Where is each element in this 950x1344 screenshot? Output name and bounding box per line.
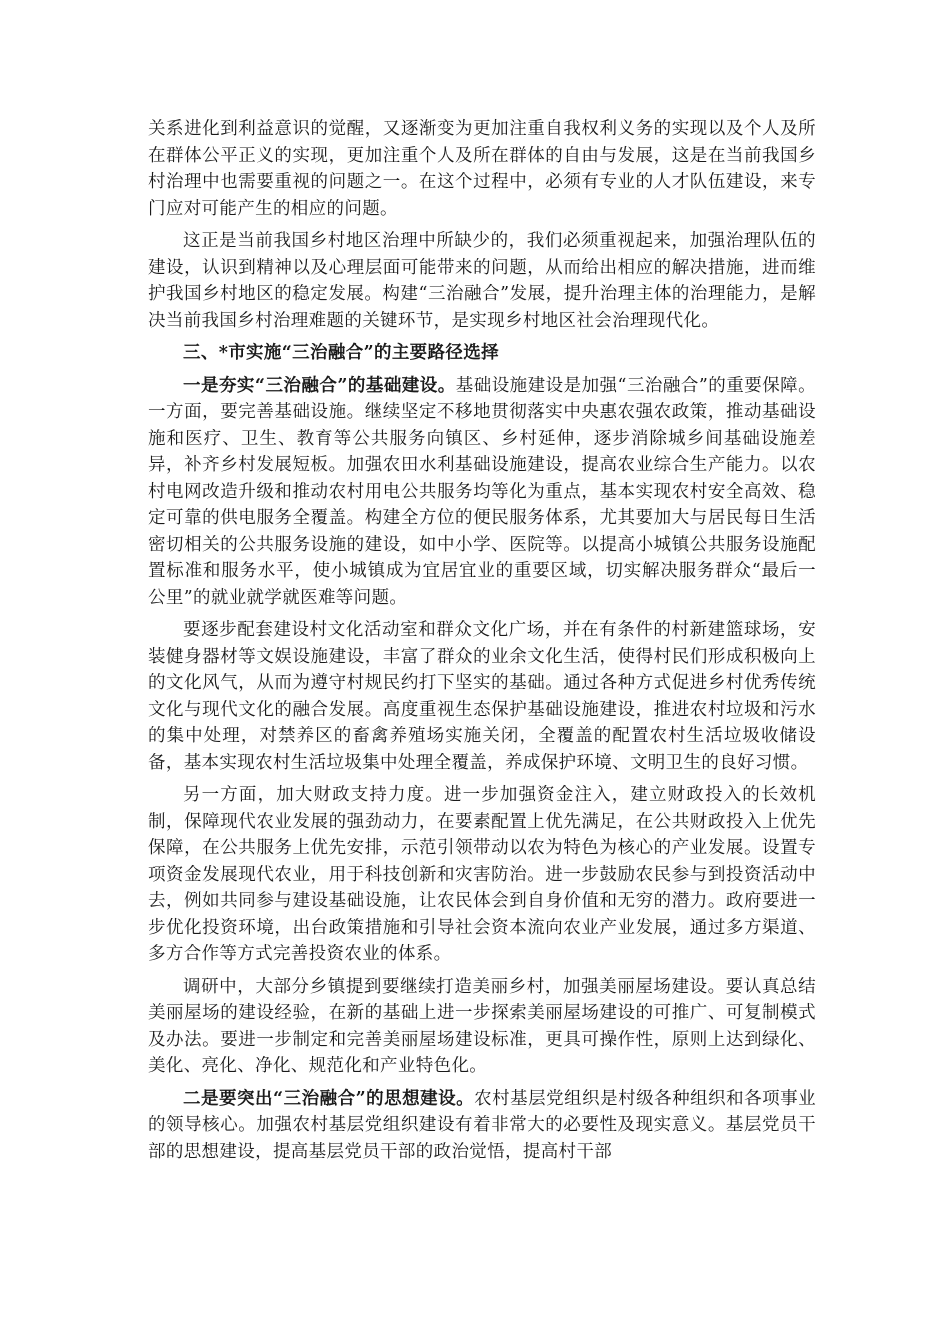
paragraph-governance-team: 这正是当前我国乡村地区治理中所缺少的，我们必须重视起来，加强治理队伍的建设，认识到精神以及心理层面可能带来的问题，从而给出相应的解决措施，进而维护我国乡村地区的稳定发展。构建“三治融合”发展，提升治理主体的治理能力，是解决当前我国乡村治理难题的关键环节，是实现乡村地区社会治理现代化。 — [148, 231, 816, 331]
section-heading: 三、*市实施“三治融合”的主要路径选择 — [183, 343, 499, 363]
paragraph-continued: 关系进化到利益意识的觉醒，又逐渐变为更加注重自我权利义务的实现以及个人及所在群体公平正义的实现，更加注重个人及所在群体的自由与发展，这是在当前我国乡村治理中也需要重视的问题之一。在这个过程中，必须有专业的人才队伍建设，来专门应对可能产生的相应的问题。 — [148, 119, 816, 219]
paragraph-text-ideological: 农村基层党组织是村级各种组织和各项事业的领导核心。加强农村基层党组织建设有着非常大的必要性及现实意义。基层党员干部的思想建设，提高基层党员干部的政治觉悟，提高村干部 — [148, 1088, 816, 1162]
paragraph-lead-ideological: 二是要突出“三治融合”的思想建设。 — [183, 1088, 475, 1109]
paragraph-infrastructure — [148, 373, 816, 612]
paragraph-beautiful-village: 调研中，大部分乡镇提到要继续打造美丽乡村，加强美丽屋场建设。要认真总结美丽屋场的建设经验，在新的基础上进一步探索美丽屋场建设的可推广、可复制模式及办法。要进一步制定和完善美丽屋场建设标准，更具可操作性，原则上达到绿化、美化、亮化、净化、规范化和产业特色化。 — [148, 976, 816, 1076]
document-body — [148, 116, 816, 1171]
paragraph-lead-infrastructure: 一是夯实“三治融合”的基础建设。 — [183, 375, 456, 396]
paragraph-text-infrastructure: 基础设施建设是加强“三治融合”的重要保障。一方面，要完善基础设施。继续坚定不移地贯彻落实中央惠农强农政策，推动基础设施和医疗、卫生、教育等公共服务向镇区、乡村延伸，逐步消除城乡间基础设施差异，补齐乡村发展短板。加强农田水利基础设施建设，提高农业综合生产能力。以农村电网改造升级和推动农村用电公共服务均等化为重点，基本实现农村安全高效、稳定可靠的供电服务全覆盖。构建全方位的便民服务体系，尤其要加大与居民每日生活密切相关的公共服务设施的建设，如中小学、医院等。以提高小城镇公共服务设施配置标准和服务水平，使小城镇成为宜居宜业的重要区域，切实解决服务群众“最后一公里”的就业就学就医难等问题。 — [148, 375, 817, 608]
paragraph-financial-support: 另一方面，加大财政支持力度。进一步加强资金注入，建立财政投入的长效机制，保障现代农业发展的强劲动力，在要素配置上优先满足，在公共财政投入上优先保障，在公共服务上优先安排，示范引领带动以农为特色为核心的产业发展。设置专项资金发展现代农业，用于科技创新和灾害防治。进一步鼓励农民参与到投资活动中去，例如共同参与建设基础设施，让农民体会到自身价值和无穷的潜力。政府要进一步优化投资环境，出台政策措施和引导社会资本流向农业产业发展，通过多方渠道、多方合作等方式完善投资农业的体系。 — [148, 785, 816, 964]
paragraph-culture-facilities: 要逐步配套建设村文化活动室和群众文化广场，并在有条件的村新建篮球场，安装健身器材等文娱设施建设，丰富了群众的业余文化生活，使得村民们形成积极向上的文化风气，从而为遵守村规民约打下坚实的基础。通过各种方式促进乡村优秀传统文化与现代文化的融合发展。高度重视生态保护基础设施建设，推进农村垃圾和污水的集中处理，对禁养区的畜禽养殖场实施关闭，全覆盖的配置农村生活垃圾收储设备，基本实现农村生活垃圾集中处理全覆盖，养成保护环境、文明卫生的良好习惯。 — [148, 620, 816, 773]
paragraph-ideological-building — [148, 1086, 816, 1166]
